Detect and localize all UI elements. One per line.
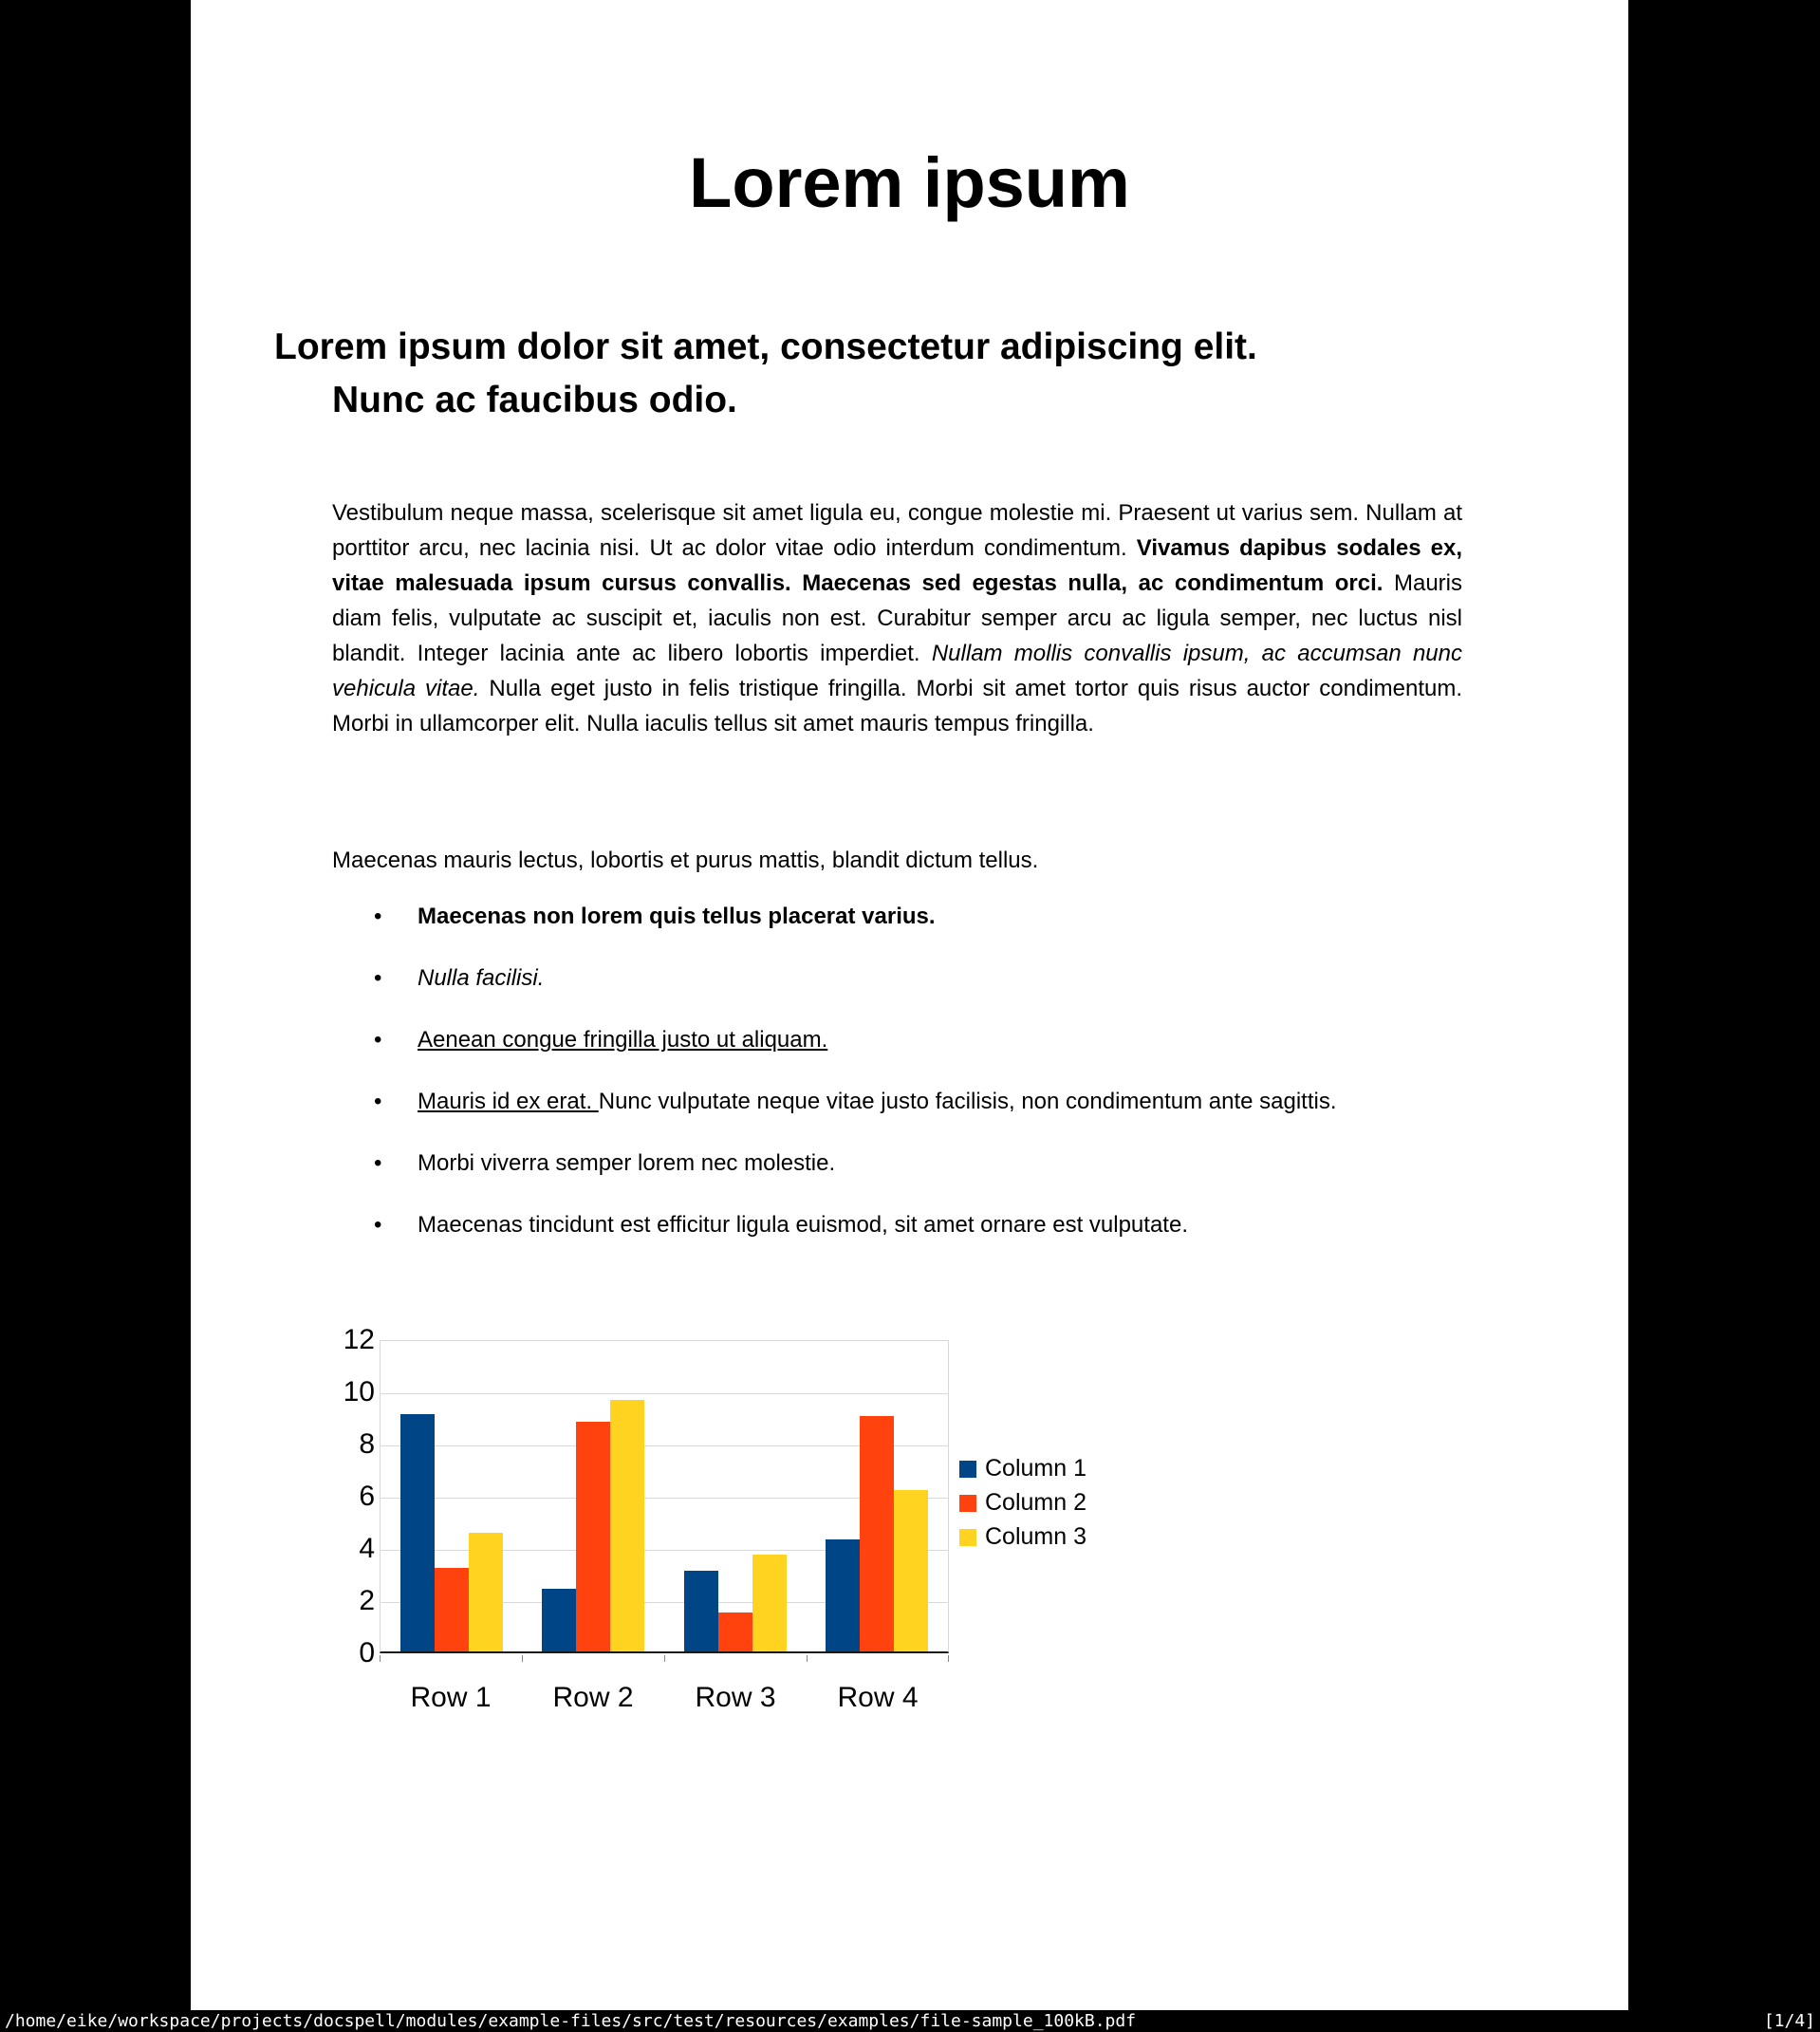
bar-column-3-row-1 [469,1533,503,1651]
page-title: Lorem ipsum [689,143,1130,222]
x-category-label: Row 1 [410,1682,492,1713]
bullet-icon: • [374,965,382,991]
bar-column-1-row-1 [400,1414,435,1651]
bullet-icon: • [374,904,382,929]
plot-area [380,1340,949,1653]
legend-swatch-icon [959,1461,976,1478]
bar-chart [333,1324,1130,1725]
text-segment: Nullam mollis convallis ipsum, ac accumsan nunc vehicula vitae. [332,641,1463,701]
legend-item [959,1456,1086,1482]
text-segment: Nulla eget justo in felis tristique fringilla. Morbi sit amet tortor quis risus auctor condimentum. Morbi in ullamcorper elit. Nulla iaculis tellus sit amet mauris tempus fringilla. [332,676,1463,736]
bar-column-1-row-4 [826,1539,860,1651]
legend-label: Column 2 [985,1489,1086,1516]
bullet-icon: • [374,1212,382,1238]
text-segment: Aenean congue fringilla justo ut aliquam. [418,1027,828,1053]
bar-column-1-row-3 [684,1571,718,1651]
x-axis [380,1682,949,1714]
statusbar [0,2010,1820,2032]
bullet-icon: • [374,1150,382,1176]
x-axis-tick [522,1655,523,1662]
text-segment: Nunc vulputate neque vitae justo facilisis, non condimentum ante sagittis. [598,1089,1337,1114]
x-category-label: Row 3 [695,1682,776,1713]
list-intro-text: Maecenas mauris lectus, lobortis et purus mattis, blandit dictum tellus. [332,848,1039,873]
bar-groups [381,1341,948,1651]
bar-column-3-row-3 [752,1555,787,1651]
text-segment: Morbi viverra semper lorem nec molestie. [418,1150,836,1176]
x-axis-tick [948,1655,949,1662]
bar-column-2-row-1 [435,1568,469,1651]
text-segment: Nulla facilisi. [418,965,545,991]
document-view[interactable] [191,0,1628,2010]
text-segment: Vivamus dapibus sodales ex, vitae malesuada ipsum cursus convallis. Maecenas sed egestas nulla, ac condimentum orci. [332,535,1462,596]
list-item [332,960,1471,996]
bar-column-2-row-3 [718,1613,752,1651]
bullet-icon: • [374,1027,382,1053]
x-axis-tick [380,1655,381,1662]
bar-column-3-row-2 [610,1400,644,1651]
section-heading-line2: Nunc ac faucibus odio. [332,380,737,420]
y-axis [333,1324,375,1668]
y-tick-label: 10 [343,1376,375,1407]
x-axis-tick [664,1655,665,1662]
y-tick-label: 2 [359,1585,375,1616]
bar-column-2-row-4 [860,1416,894,1651]
bar-group-row-2 [523,1341,665,1651]
bar-group-row-1 [381,1341,523,1651]
text-segment: Maecenas tincidunt est efficitur ligula euismod, sit amet ornare est vulputate. [418,1212,1188,1238]
statusbar-page-indicator: [1/4] [1763,2011,1815,2031]
text-segment: Vestibulum neque massa, scelerisque sit amet ligula eu, congue molestie mi. Praesent ut varius sem. Nullam at porttitor arcu, nec lacinia nisi. Ut ac dolor vitae odio interdum condimentum. [332,500,1462,561]
y-tick-label: 8 [359,1428,375,1460]
legend-swatch-icon [959,1495,976,1512]
bar-group-row-4 [807,1341,949,1651]
y-tick-label: 12 [343,1324,375,1355]
bullet-icon: • [374,1089,382,1114]
bar-group-row-3 [664,1341,807,1651]
list-item [332,1084,1471,1119]
list-item [332,1022,1471,1057]
bullet-list [332,899,1471,1269]
legend-swatch-icon [959,1529,976,1546]
x-category-label: Row 2 [552,1682,634,1713]
text-segment: Mauris id ex erat. [418,1089,599,1114]
legend-item [959,1490,1086,1516]
bar-column-1-row-2 [542,1589,576,1651]
y-tick-label: 0 [359,1637,375,1668]
chart-legend [959,1456,1086,1558]
legend-label: Column 3 [985,1523,1086,1550]
body-paragraph [332,495,1462,741]
statusbar-file-path: /home/eike/workspace/projects/docspell/modules/example-files/src/test/resources/examples/file-sample_100kB.pdf [5,2011,1137,2031]
legend-item [959,1524,1086,1550]
x-category-label: Row 4 [837,1682,919,1713]
bar-column-2-row-2 [576,1422,610,1651]
x-axis-tick [807,1655,808,1662]
text-segment: Mauris diam felis, vulputate ac suscipit et, iaculis non est. Curabitur semper arcu ac ligula semper, nec luctus nisl blandit. Integer lacinia ante ac libero lobortis imperdiet. [332,570,1462,666]
bar-column-3-row-4 [894,1490,928,1652]
list-item [332,899,1471,934]
y-tick-label: 4 [359,1533,375,1564]
y-tick-label: 6 [359,1481,375,1512]
legend-label: Column 1 [985,1455,1086,1482]
section-heading-line1: Lorem ipsum dolor sit amet, consectetur adipiscing elit. [274,326,1257,367]
section-heading [274,321,1489,427]
text-segment: Maecenas non lorem quis tellus placerat varius. [418,904,936,929]
list-item [332,1207,1471,1242]
list-item [332,1146,1471,1181]
